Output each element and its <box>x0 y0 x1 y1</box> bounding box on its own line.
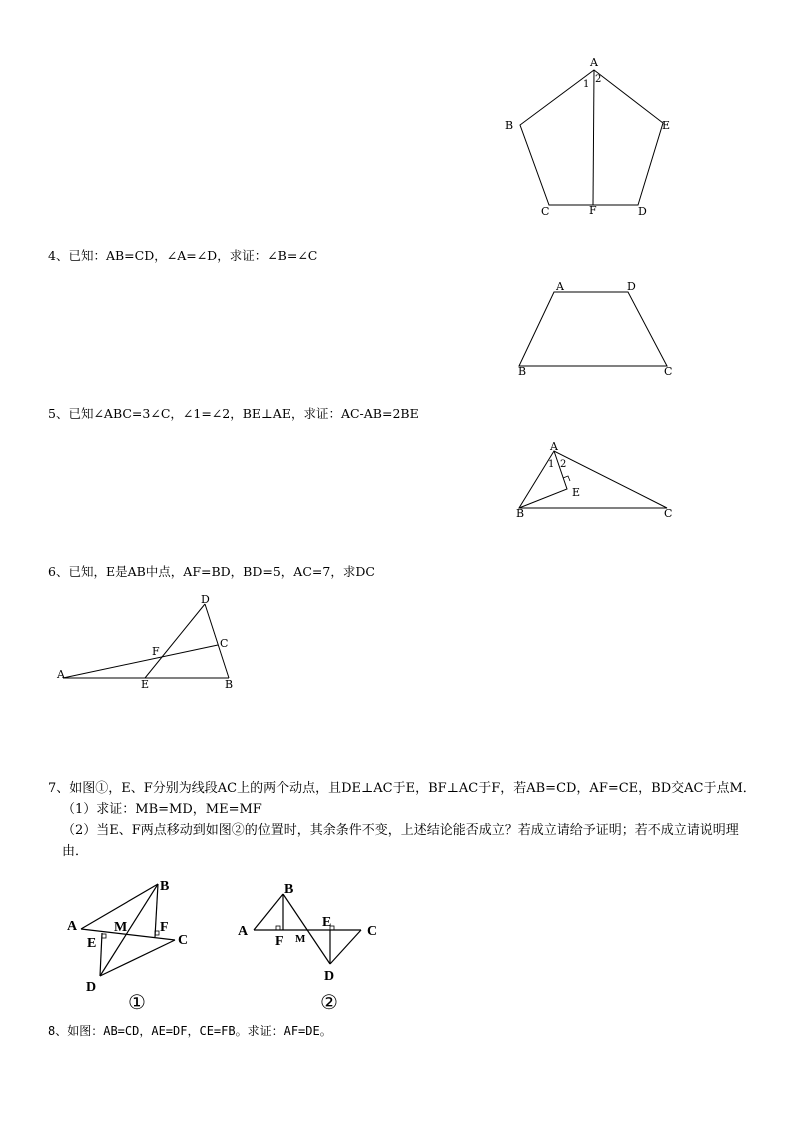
fig7a-label-f: F <box>160 920 169 935</box>
triangle5-label-b: B <box>516 507 525 520</box>
pentagon-label-a: A <box>590 56 598 69</box>
fig7b-label-d: D <box>324 969 335 984</box>
triangle6-label-c: C <box>220 637 229 650</box>
fig7a-label-c: C <box>178 933 189 948</box>
pentagon-label-c: C <box>541 205 550 218</box>
fig7a-label-d: D <box>86 980 97 995</box>
triangle5-label-angle2: 2 <box>560 459 567 470</box>
problem-7-part-2: （2）当E、F两点移动到如图②的位置时，其余条件不变，上述结论能否成立？若成立请给予证明；若不成立请说明理由． <box>62 823 739 859</box>
fig7b-segment-ab <box>254 894 283 930</box>
triangle5-label-a: A <box>550 440 558 453</box>
fig7b-segment-dc <box>330 930 361 964</box>
trapezoid-label-d: D <box>627 280 636 293</box>
fig7b-label-b: B <box>284 882 294 897</box>
pentagon-label-d: D <box>638 205 647 218</box>
fig7a-caption: ① <box>128 992 146 1014</box>
pentagon-label-f: F <box>589 204 597 217</box>
fig7b-label-e: E <box>322 915 332 930</box>
problem-6-text: 6、已知，E是AB中点，AF=BD，BD=5，AC=7，求DC <box>48 564 375 579</box>
fig7a-label-a: A <box>67 919 78 934</box>
fig7b-label-m: M <box>295 933 306 945</box>
fig7b-label-a: A <box>238 924 249 939</box>
triangle6-label-d: D <box>201 593 210 606</box>
problem-5-text: 5、已知∠ABC=3∠C，∠1=∠2，BE⊥AE，求证：AC-AB=2BE <box>48 406 419 421</box>
trapezoid-label-b: B <box>518 365 527 378</box>
triangle6-label-f: F <box>152 645 160 658</box>
triangle5-label-e: E <box>572 486 581 499</box>
fig7a-label-b: B <box>160 879 170 894</box>
triangle5-label-angle1: 1 <box>548 459 555 470</box>
problem-4-text: 4、已知：AB=CD，∠A=∠D，求证：∠B=∠C <box>48 248 318 263</box>
triangle5-label-c: C <box>664 507 673 520</box>
trapezoid-label-c: C <box>664 365 673 378</box>
triangle6-label-b: B <box>225 678 234 691</box>
pentagon-label-e: E <box>662 119 671 132</box>
fig7b-label-c: C <box>367 924 378 939</box>
pentagon-label-b: B <box>505 119 514 132</box>
triangle6-label-a: A <box>57 668 65 681</box>
problem-7-part-1: （1）求证：MB=MD，ME=MF <box>62 802 262 817</box>
fig7a-label-e: E <box>87 936 97 951</box>
trapezoid-label-a: A <box>556 280 564 293</box>
fig7b-label-f: F <box>275 934 284 949</box>
pentagon-label-angle2: 2 <box>595 74 602 85</box>
pentagon-label-angle1: 1 <box>583 79 590 90</box>
problem-8-text: 8、如图：AB=CD，AE=DF，CE=FB。求证：AF=DE。 <box>48 1024 332 1038</box>
problem-7-statement: 7、如图①，E、F分别为线段AC上的两个动点，且DE⊥AC于E，BF⊥AC于F，若AB=CD，AF=CE，BD交AC于点M． <box>48 781 756 796</box>
fig7a-label-m: M <box>114 920 128 935</box>
triangle6-label-e: E <box>141 678 150 691</box>
fig7b-caption: ② <box>320 992 338 1014</box>
